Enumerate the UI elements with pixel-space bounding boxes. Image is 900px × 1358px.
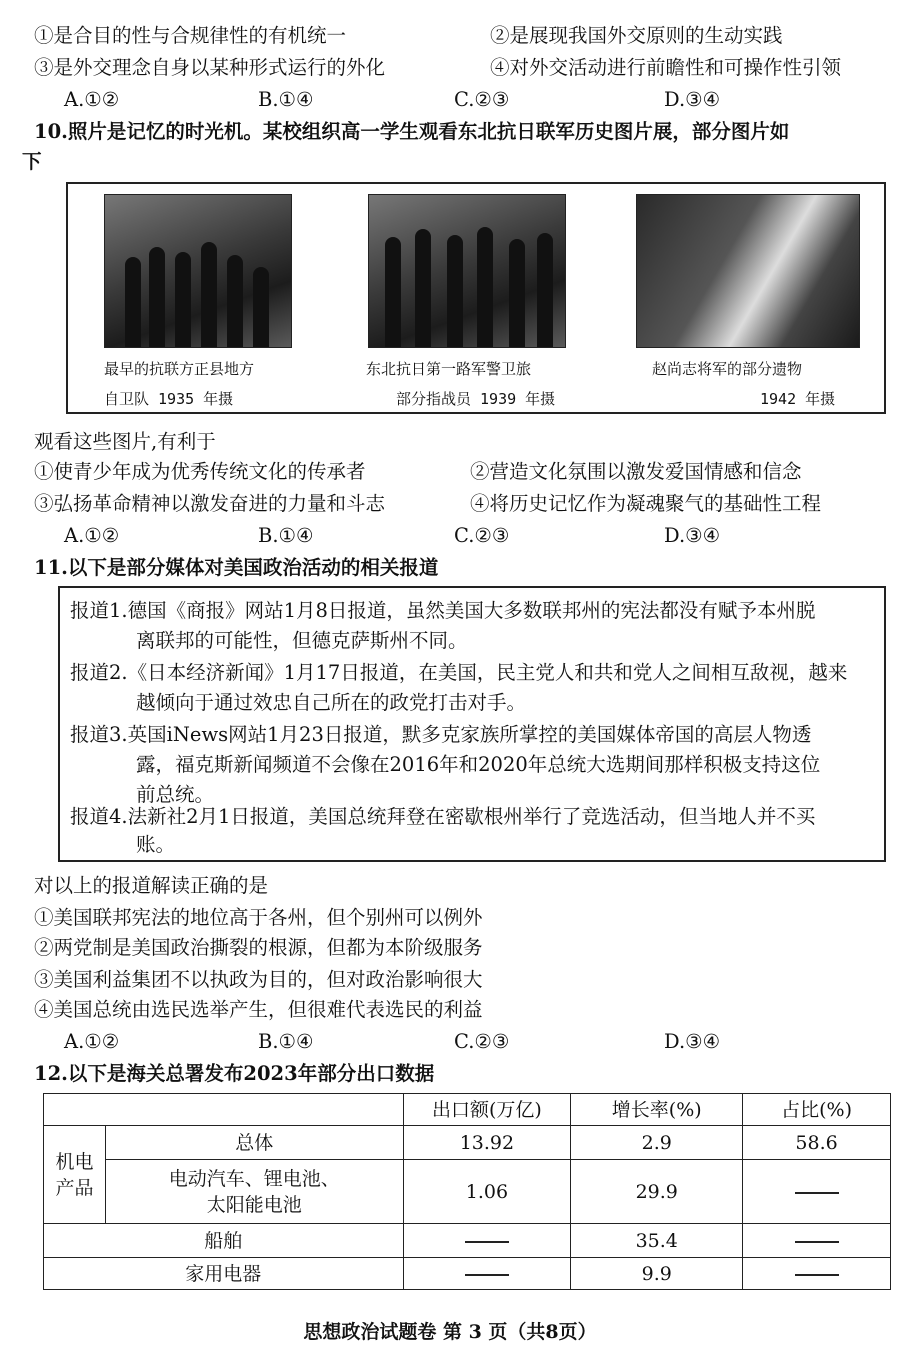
dash-mark (465, 1241, 509, 1243)
table-row (44, 1160, 891, 1224)
report-3-line-1: 报道3.英国iNews网站1月23日报道，默多克家族所掌控的美国媒体帝国的高层人物透 (70, 723, 812, 746)
q9-option-c[interactable]: C.②③ (454, 88, 510, 111)
photo-2-caption-line-1: 东北抗日第一路军警卫旅 (366, 360, 532, 378)
q10-option-d[interactable]: D.③④ (664, 524, 721, 547)
table-header-blank (44, 1094, 404, 1126)
cell-growth: 35.4 (571, 1224, 743, 1258)
report-4-line-2: 账。 (136, 833, 176, 856)
q10-option-b[interactable]: B.①④ (258, 524, 314, 547)
cell-share-empty (743, 1224, 891, 1258)
photo-guard-brigade (368, 194, 566, 348)
cell-growth: 2.9 (571, 1126, 743, 1160)
report-2-line-2: 越倾向于通过效忠自己所在的政党打击对手。 (136, 691, 527, 714)
photo-self-defense-team (104, 194, 292, 348)
cell-amount-empty (403, 1224, 571, 1258)
row-label-ships: 船舶 (44, 1224, 404, 1258)
row-label-appliances: 家用电器 (44, 1258, 404, 1290)
q11-statement-2: ②两党制是美国政治撕裂的根源，但都为本阶级服务 (34, 936, 483, 959)
cell-amount-empty (403, 1258, 571, 1290)
q10-stem-continuation: 下 (22, 150, 42, 173)
q10-statement-2: ②营造文化氛围以激发爱国情感和信念 (470, 460, 802, 483)
photo-1-caption-line-2: 自卫队 1935 年摄 (104, 390, 234, 408)
q11-option-d[interactable]: D.③④ (664, 1030, 721, 1053)
photo-exhibit-box (66, 182, 886, 414)
group-label-line-1: 机电 (55, 1150, 94, 1173)
row-label-new-energy (105, 1160, 403, 1224)
photo-2-caption-line-2: 部分指战员 1939 年摄 (396, 390, 556, 408)
group-label-mechanical-electrical (44, 1126, 106, 1224)
row-label-new-energy-line-2: 太阳能电池 (206, 1193, 302, 1216)
q11-statement-3: ③美国利益集团不以执政为目的，但对政治影响很大 (34, 968, 483, 991)
photo-1-caption-line-1: 最早的抗联方正县地方 (104, 360, 255, 378)
q11-option-a[interactable]: A.①② (64, 1030, 120, 1053)
q10-lead: 观看这些图片,有利于 (34, 430, 216, 453)
cell-amount: 13.92 (403, 1126, 571, 1160)
page-footer: 思想政治试题卷 第 3 页（共8页） (303, 1321, 597, 1343)
news-report-box (58, 586, 886, 862)
report-4-line-1: 报道4.法新社2月1日报道，美国总统拜登在密歇根州举行了竞选活动，但当地人并不买 (70, 805, 816, 828)
q11-option-c[interactable]: C.②③ (454, 1030, 510, 1053)
report-3-line-2: 露，福克斯新闻频道不会像在2016年和2020年总统大选期间那样积极支持这位 (136, 753, 821, 776)
report-2-line-1: 报道2.《日本经济新闻》1月17日报道，在美国，民主党人和共和党人之间相互敌视，越来 (70, 661, 848, 684)
row-label-new-energy-line-1: 电动汽车、锂电池、 (168, 1167, 340, 1190)
q11-statement-1: ①美国联邦宪法的地位高于各州，但个别州可以例外 (34, 906, 483, 929)
report-3-line-3: 前总统。 (136, 783, 215, 806)
q10-stem: 10.照片是记忆的时光机。某校组织高一学生观看东北抗日联军历史图片展，部分图片如 (34, 120, 790, 143)
photo-general-relics (636, 194, 860, 348)
table-row (44, 1126, 891, 1160)
q9-statement-2: ②是展现我国外交原则的生动实践 (490, 24, 783, 47)
q9-statement-4: ④对外交活动进行前瞻性和可操作性引领 (490, 56, 842, 79)
q9-option-d[interactable]: D.③④ (664, 88, 721, 111)
dash-mark (465, 1274, 509, 1276)
table-header-growth: 增长率(%) (571, 1094, 743, 1126)
row-label-total: 总体 (105, 1126, 403, 1160)
report-1-line-2: 离联邦的可能性，但德克萨斯州不同。 (136, 629, 468, 652)
q10-statement-4: ④将历史记忆作为凝魂聚气的基础性工程 (470, 492, 822, 515)
table-row (44, 1224, 891, 1258)
cell-share-empty (743, 1160, 891, 1224)
dash-mark (795, 1192, 839, 1194)
group-label-line-2: 产品 (55, 1176, 94, 1199)
table-header-row (44, 1094, 891, 1126)
photo-3-caption-line-1: 赵尚志将军的部分遗物 (652, 360, 803, 378)
table-row (44, 1258, 891, 1290)
cell-share: 58.6 (743, 1126, 891, 1160)
q9-option-b[interactable]: B.①④ (258, 88, 314, 111)
report-1-line-1: 报道1.德国《商报》网站1月8日报道，虽然美国大多数联邦州的宪法都没有赋予本州脱 (70, 599, 816, 622)
q12-stem: 12.以下是海关总署发布2023年部分出口数据 (34, 1062, 435, 1085)
photo-3-caption-line-2: 1942 年摄 (760, 390, 836, 408)
q10-statement-1: ①使青少年成为优秀传统文化的传承者 (34, 460, 366, 483)
cell-growth: 9.9 (571, 1258, 743, 1290)
cell-growth: 29.9 (571, 1160, 743, 1224)
q11-lead: 对以上的报道解读正确的是 (34, 874, 269, 897)
q10-option-c[interactable]: C.②③ (454, 524, 510, 547)
q11-stem: 11.以下是部分媒体对美国政治活动的相关报道 (34, 556, 439, 579)
dash-mark (795, 1241, 839, 1243)
q10-statement-3: ③弘扬革命精神以激发奋进的力量和斗志 (34, 492, 386, 515)
table-header-share: 占比(%) (743, 1094, 891, 1126)
table-header-amount: 出口额(万亿) (403, 1094, 571, 1126)
q10-option-a[interactable]: A.①② (64, 524, 120, 547)
q9-statement-1: ①是合目的性与合规律性的有机统一 (34, 24, 347, 47)
dash-mark (795, 1274, 839, 1276)
q11-statement-4: ④美国总统由选民选举产生，但很难代表选民的利益 (34, 998, 483, 1021)
export-data-table (43, 1093, 891, 1290)
q9-statement-3: ③是外交理念自身以某种形式运行的外化 (34, 56, 386, 79)
q11-option-b[interactable]: B.①④ (258, 1030, 314, 1053)
cell-share-empty (743, 1258, 891, 1290)
cell-amount: 1.06 (403, 1160, 571, 1224)
q9-option-a[interactable]: A.①② (64, 88, 120, 111)
